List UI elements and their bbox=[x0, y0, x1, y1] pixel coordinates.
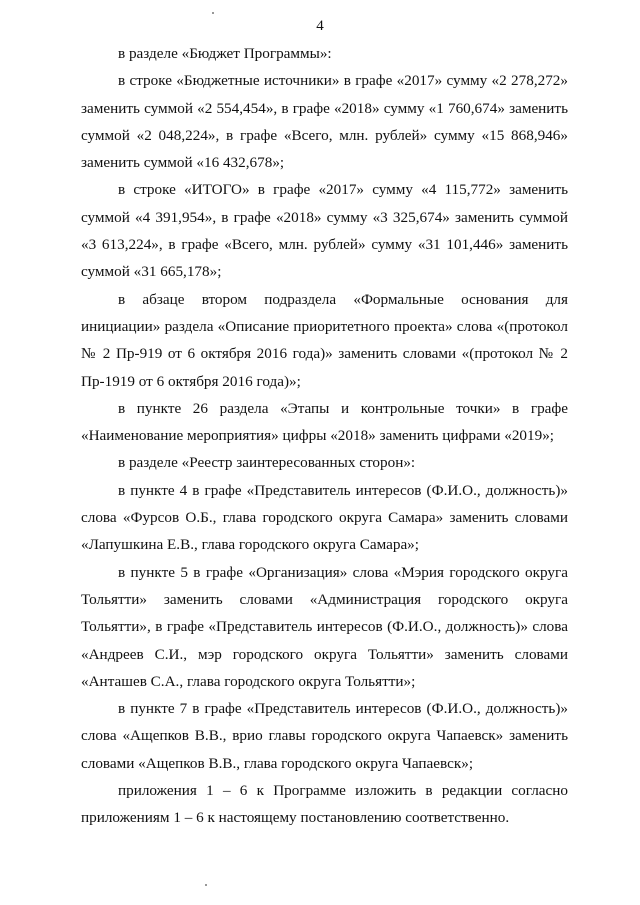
paragraph: в пункте 5 в графе «Организация» слова «Мэрия городского округа Тольятти» заменить словами «Администрация городского округа Тольятти», в графе «Представитель интересов (Ф.И.О., должность)» слова «Андреев С.И., мэр городского округа Тольятти» заменить словами «Анташев С.А., глава городского округа Тольятти»; bbox=[81, 563, 568, 690]
paragraph: приложения 1 – 6 к Программе изложить в редакции согласно приложениям 1 – 6 к настоящему постановлению соответственно. bbox=[81, 782, 568, 827]
scan-mark bbox=[205, 884, 207, 886]
paragraph: в строке «Бюджетные источники» в графе «2017» сумму «2 278,272» заменить суммой «2 554,454», в графе «2018» сумму «1 760,674» заменить суммой «2 048,224», в графе «Всего, млн. рублей» сумму «15 868,946» заменить суммой «16 432,678»; bbox=[81, 72, 568, 172]
paragraph: в пункте 26 раздела «Этапы и контрольные точки» в графе «Наименование мероприятия» цифры «2018» заменить цифрами «2019»; bbox=[81, 399, 568, 445]
paragraph: в строке «ИТОГО» в графе «2017» сумму «4 115,772» заменить суммой «4 391,954», в графе «2018» сумму «3 325,674» заменить суммой «3 613,224», в графе «Всего, млн. рублей» сумму «31 101,446» заменить суммой «31 665,178»; bbox=[81, 181, 568, 281]
paragraph: в разделе «Реестр заинтересованных сторон»: bbox=[118, 454, 416, 472]
paragraph: в пункте 7 в графе «Представитель интересов (Ф.И.О., должность)» слова «Ащепков В.В., врио главы городского округа Чапаевск» заменить словами «Ащепков В.В., глава городского округа Чапаевск»; bbox=[81, 700, 568, 772]
paragraph: в абзаце втором подраздела «Формальные основания для инициации» раздела «Описание приоритетного проекта» слова «(протокол № 2 Пр-919 от 6 октября 2016 года)» заменить словами «(протокол № 2 Пр-1919 от 6 октября 2016 года)»; bbox=[81, 290, 568, 390]
paragraph: в разделе «Бюджет Программы»: bbox=[118, 45, 332, 62]
document-body bbox=[81, 40, 568, 832]
page-number: 4 bbox=[316, 18, 324, 34]
scan-mark bbox=[212, 12, 214, 14]
paragraph: в пункте 4 в графе «Представитель интересов (Ф.И.О., должность)» слова «Фурсов О.Б., глава городского округа Самара» заменить словами «Лапушкина Е.В., глава городского округа Самара»; bbox=[81, 481, 568, 554]
